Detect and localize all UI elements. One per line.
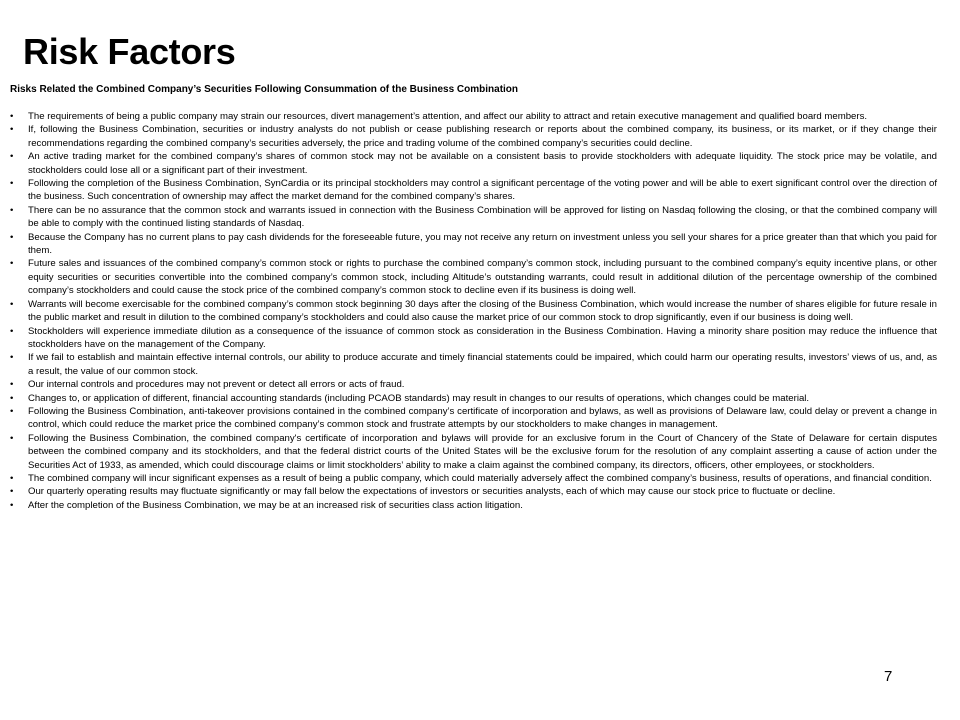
risk-text: Our internal controls and procedures may not prevent or detect all errors or acts of fraud. (28, 379, 405, 391)
risk-item (10, 110, 937, 123)
bullet-icon: • (10, 352, 14, 364)
risk-item (10, 392, 937, 405)
risk-text: Our quarterly operating results may fluctuate significantly or may fall below the expectations of investors or securities analysts, each of which may cause our stock price to fluctuate or decline. (28, 486, 836, 498)
risk-item (10, 378, 937, 391)
risk-text: Following the completion of the Business Combination, SynCardia or its principal stockholders may control a significant percentage of the voting power and will be able to exert significant control over the direction of the business. Such concentration of ownership may affect the market demand for the combined company’s shares. (28, 178, 937, 203)
risk-text: Following the Business Combination, anti-takeover provisions contained in the combined company’s certificate of incorporation and bylaws, as well as provisions of Delaware law, could delay or prevent a change in control, which could reduce the market price the combined company’s common stock and frustrate attempts by our stockholders to make changes in management. (28, 405, 937, 431)
risk-text: There can be no assurance that the common stock and warrants issued in connection with the Business Combination will be approved for listing on Nasdaq following the closing, or that the combined company will be able to comply with the continued listing standards of Nasdaq. (28, 204, 937, 230)
bullet-icon: • (10, 151, 14, 163)
risk-item (10, 150, 937, 177)
risk-item (10, 298, 937, 325)
risk-item (10, 325, 937, 352)
bullet-icon: • (10, 472, 14, 484)
bullet-icon: • (10, 392, 14, 404)
bullet-icon: • (10, 231, 14, 243)
bullet-icon: • (10, 432, 14, 444)
risk-item (10, 485, 937, 498)
bullet-icon: • (10, 325, 14, 337)
risk-item (10, 204, 937, 231)
risk-text: An active trading market for the combined company’s shares of common stock may not be available on a consistent basis to provide stockholders with adequate liquidity. The stock price may be volatile, and stockholders could lose all or a significant part of their investment. (28, 151, 937, 176)
risk-text: Warrants will become exercisable for the combined company’s common stock beginning 30 days after the closing of the Business Combination, which would increase the number of shares eligible for future resale in the public market and result in dilution to the combined company’s stockholders and could also cause the market price of our common stock to drop significantly, even if our business is doing well. (28, 298, 937, 324)
risk-item (10, 177, 937, 204)
bullet-icon: • (10, 486, 14, 498)
bullet-icon: • (10, 178, 14, 190)
page-title: Risk Factors (23, 31, 236, 72)
risk-text: If we fail to establish and maintain effective internal controls, our ability to produce accurate and timely financial statements could be impaired, which could harm our operating results, investors’ views of us, and, as a result, the value of our common stock. (28, 352, 937, 377)
risk-text: Following the Business Combination, the combined company's certificate of incorporation and bylaws will provide for an exclusive forum in the Court of Chancery of the State of Delaware for certain disputes between the combined company and its stockholders, and that the federal district courts of the United States will be the exclusive forum for the resolution of any complaint asserting a cause of action under the Securities Act of 1933, as amended, which could discourage claims or limit stockholders’ ability to make a claim against the combined company, its directors, officers, other employees, or stockholders. (28, 432, 937, 471)
bullet-icon: • (10, 298, 14, 310)
bullet-icon: • (10, 204, 14, 216)
risk-text: Stockholders will experience immediate dilution as a consequence of the issuance of common stock as consideration in the Business Combination. Having a minority share position may reduce the influence that stockholders have on the management of the Company. (28, 325, 937, 350)
risk-text: Because the Company has no current plans to pay cash dividends for the foreseeable future, you may not receive any return on investment unless you sell your shares for a price greater than that which you paid for them. (28, 231, 937, 257)
risk-text: The requirements of being a public company may strain our resources, divert management’s attention, and affect our ability to attract and retain executive management and qualified board members. (28, 111, 868, 122)
section-heading: Risks Related the Combined Company’s Securities Following Consummation of the Business Combination (10, 84, 519, 95)
risk-item (10, 405, 937, 432)
risk-item (10, 231, 937, 258)
risk-text: The combined company will incur significant expenses as a result of being a public company, which could materially adversely affect the combined company’s business, results of operations, and financial condition. (28, 472, 932, 484)
risk-text: If, following the Business Combination, securities or industry analysts do not publish or cease publishing research or reports about the combined company, its business, or its market, or if they change their recommendations regarding the combined company’s securities adversely, the price and trading volume of the combined company’s securities could decline. (28, 124, 937, 149)
risk-item (10, 499, 937, 512)
bullet-icon: • (10, 111, 14, 122)
risk-item (10, 472, 937, 485)
bullet-icon: • (10, 499, 14, 511)
risk-text: Changes to, or application of different, financial accounting standards (including PCAOB standards) may result in changes to our results of operations, which changes could be material. (28, 392, 810, 404)
bullet-icon: • (10, 258, 14, 270)
bullet-icon: • (10, 405, 14, 417)
risk-factor-list (10, 110, 937, 512)
risk-item (10, 123, 937, 150)
bullet-icon: • (10, 124, 14, 136)
bullet-icon: • (10, 379, 14, 391)
risk-item (10, 257, 937, 297)
page-number: 7 (884, 668, 893, 685)
risk-text: After the completion of the Business Combination, we may be at an increased risk of securities class action litigation. (28, 499, 523, 511)
risk-text: Future sales and issuances of the combined company’s common stock or rights to purchase the combined company’s common stock, including pursuant to the combined company’s equity incentive plans, or other equity securities or securities convertible into the combined company’s common stock, including Altitude’s outstanding warrants, could result in additional dilution of the percentage ownership of the combined company’s stockholders and could cause the stock price of the combined company’s common stock to decline even if its business is doing well. (28, 258, 937, 297)
risk-item (10, 432, 937, 472)
risk-item (10, 351, 937, 378)
